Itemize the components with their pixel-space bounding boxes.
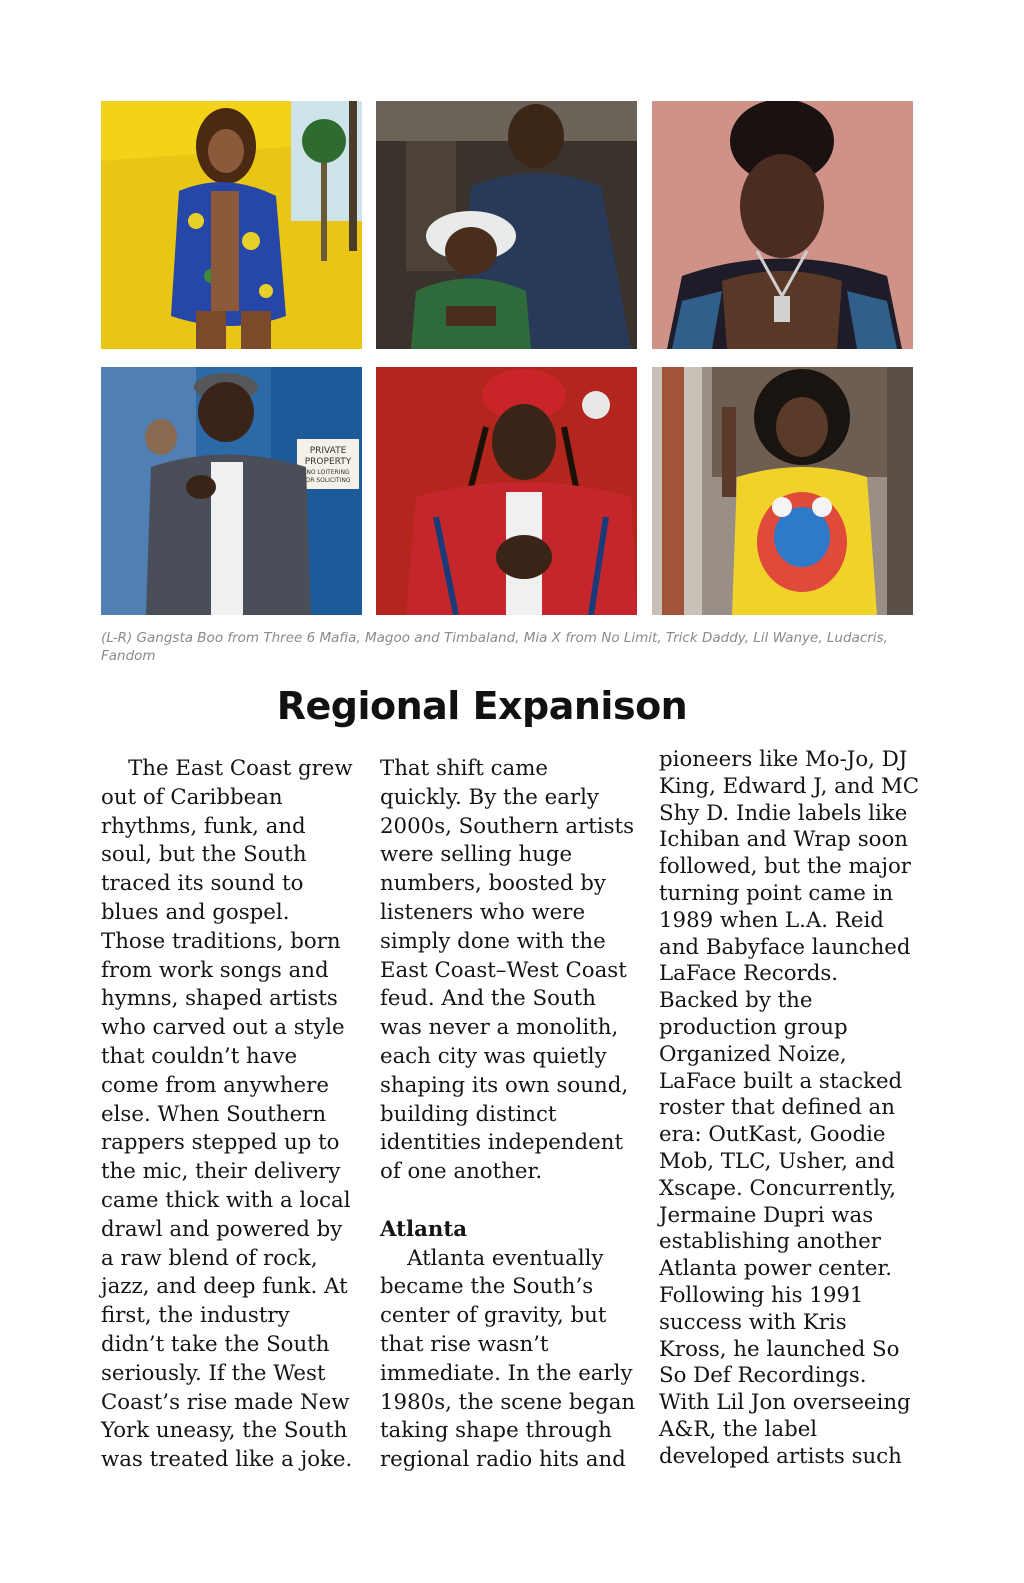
text-line: 1989 when L.A. Reid [659,907,884,933]
text-line: That shift came [380,756,549,781]
text-line: came thick with a local [101,1187,351,1213]
text-line: listeners who were [380,899,586,925]
article-column-1 [101,755,357,1475]
text-line: numbers, boosted by [380,871,606,897]
text-line: was treated like a joke. [101,1447,353,1473]
text-line: became the South’s [380,1274,594,1300]
photo-mia-x [652,101,913,349]
text-line: a raw blend of rock, [101,1245,318,1271]
spacer [380,1187,636,1216]
text-line: quickly. By the early [380,784,599,810]
text-line: hymns, shaped artists [101,986,338,1012]
section-title: Regional Expanison [276,684,688,728]
text-line: Ichiban and Wrap soon [659,827,909,853]
text-line: rappers stepped up to [101,1130,340,1156]
text-line: else. When Southern [101,1101,327,1127]
text-line: rhythms, funk, and [101,813,306,839]
photo-image [101,367,362,615]
photo-magoo-timbaland [376,101,637,349]
text-line: production group [659,1014,848,1040]
text-line: taking shape through [380,1418,612,1444]
text-line: followed, but the major [659,854,911,880]
text-line: traced its sound to [101,871,304,897]
text-line: King, Edward J, and MC [659,773,920,799]
text-line: East Coast–West Coast [380,957,627,983]
text-line: seriously. If the West [101,1360,326,1386]
text-line: Shy D. Indie labels like [659,800,908,826]
text-line: So Def Recordings. [659,1363,867,1389]
text-line: immediate. In the early [380,1360,633,1386]
text-line: and Babyface launched [659,934,911,960]
article-column-3 [659,747,920,1471]
text-line: drawl and powered by [101,1216,343,1242]
text-line: LaFace built a stacked [659,1068,903,1094]
text-line: of one another. [380,1159,543,1185]
text-line: York uneasy, the South [101,1418,348,1444]
text-line: jazz, and deep funk. At [101,1274,348,1300]
photo-lil-wayne [376,367,637,615]
text-line: who carved out a style [101,1015,345,1041]
text-line: out of Caribbean [101,784,283,810]
photo-image [652,367,913,615]
text-line: The East Coast grew [101,756,353,781]
text-line: the mic, their delivery [101,1159,341,1185]
photo-image [376,367,637,615]
text-line: Atlanta eventually [380,1245,604,1271]
svg-text:NO LOITERING: NO LOITERING [306,469,350,476]
text-line: 1980s, the scene began [380,1389,636,1415]
article-column-2 [380,755,636,1475]
text-line: blues and gospel. [101,899,290,925]
svg-text:OR SOLICITING: OR SOLICITING [305,477,351,484]
text-line: feud. And the South [380,986,596,1012]
text-line: center of gravity, but [380,1303,607,1329]
text-line: Organized Noize, [659,1041,847,1067]
text-line: Xscape. Concurrently, [659,1175,896,1201]
svg-text:PROPERTY: PROPERTY [304,457,352,467]
text-line: Following his 1991 [659,1282,864,1308]
text-line: shaping its own sound, [380,1072,629,1098]
text-line: didn’t take the South [101,1331,330,1357]
text-line: developed artists such [659,1443,902,1469]
text-line: turning point came in [659,880,894,906]
text-line: Mob, TLC, Usher, and [659,1148,895,1174]
text-line: With Lil Jon overseeing [659,1390,911,1416]
text-line: regional radio hits and [380,1447,626,1473]
text-line: Kross, he launched So [659,1336,900,1362]
photo-image [376,101,637,349]
text-line: were selling huge [380,842,573,868]
text-line: Those traditions, born [101,928,341,954]
photo-trick-daddy [101,367,362,615]
text-line: that rise wasn’t [380,1331,549,1357]
text-line: soul, but the South [101,842,307,868]
text-line: establishing another [659,1229,881,1255]
text-line: Backed by the [659,988,813,1014]
photo-ludacris [652,367,913,615]
photo-caption: (L-R) Gangsta Boo from Three 6 Mafia, Magoo and Timbaland, Mia X from No Limit, Trick Daddy, Lil Wanye, Ludacris, Fandom [101,630,888,664]
text-line: come from anywhere [101,1072,329,1098]
text-line: identities independent [380,1130,624,1156]
text-line: Coast’s rise made New [101,1389,350,1415]
photo-gangsta-boo [101,101,362,349]
text-line: 2000s, Southern artists [380,813,635,839]
text-line: that couldn’t have [101,1043,298,1069]
text-line: simply done with the [380,928,606,954]
photo-image [101,101,362,349]
text-line: LaFace Records. [659,961,839,987]
text-line: from work songs and [101,957,329,983]
subheading-atlanta: Atlanta [380,1216,467,1242]
text-line: first, the industry [101,1303,290,1329]
text-line: success with Kris [659,1309,847,1335]
text-line: roster that defined an [659,1095,895,1121]
text-line: era: OutKast, Goodie [659,1122,886,1148]
text-line: Jermaine Dupri was [659,1202,874,1228]
text-line: building distinct [380,1101,557,1127]
text-line: Atlanta power center. [659,1256,893,1282]
text-line: was never a monolith, [380,1015,619,1041]
svg-text:PRIVATE: PRIVATE [309,446,347,456]
text-line: pioneers like Mo-Jo, DJ [659,747,908,772]
text-line: A&R, the label [659,1416,818,1442]
text-line: each city was quietly [380,1043,607,1069]
photo-image [652,101,913,349]
